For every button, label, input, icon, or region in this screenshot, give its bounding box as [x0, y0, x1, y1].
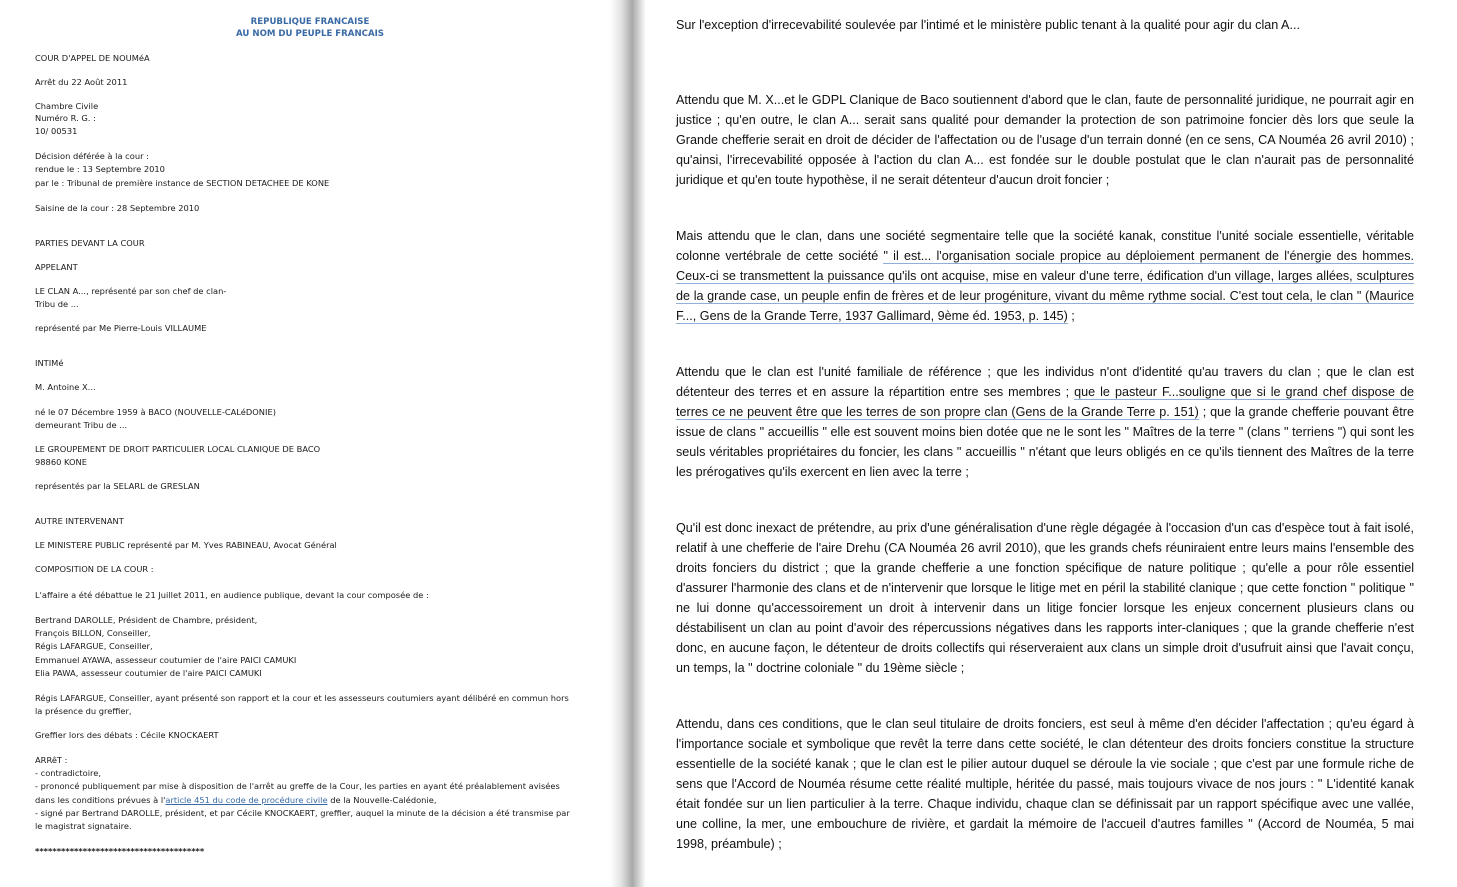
rapport-line2: la présence du greffier,	[35, 706, 132, 716]
arret-date: Arrêt du 22 Août 2011	[35, 77, 128, 87]
ministere-public: LE MINISTERE PUBLIC représenté par M. Yves RABINEAU, Avocat Général	[35, 540, 337, 550]
judge-item: Régis LAFARGUE, Conseiller,	[35, 641, 153, 651]
left-page	[0, 0, 618, 887]
rapport-line1: Régis LAFARGUE, Conseiller, ayant présenté son rapport et la cour et les assesseurs coutumiers ayant délibéré en commun hors	[35, 693, 569, 703]
paragraph-attendu-1: Attendu que M. X...et le GDPL Clanique de Baco soutiennent d'abord que le clan, faute de personnalité juridique, ne pourrait agir en justice ; qu'en outre, le clan A... serait sans qualité pour demander la protection de son patrimoine foncier dès lors que seule la Grande chefferie serait en droit de décider de l'affectation ou de l'usage d'un terrain donné (en ce sens, CA Nouméa 26 avril 2010) ; qu'ainsi, l'irrecevabilité opposée à l'action du clan A... est fondée sur le double postulat que le clan n'aurait pas de personnalité juridique et qu'en toute hypothèse, il ne serait détenteur d'aucun droit foncier ;	[676, 93, 1414, 187]
represente-intime: représentés par la SELARL de GRESLAN	[35, 481, 200, 491]
represente-appelant: représenté par Me Pierre-Louis VILLAUME	[35, 323, 207, 333]
p3-end: ;	[1067, 309, 1075, 323]
prononce-post: de la Nouvelle-Calédonie,	[327, 795, 437, 805]
judge-item: Bertrand DAROLLE, Président de Chambre, président,	[35, 615, 258, 625]
paragraph-exception: Sur l'exception d'irrecevabilité soulevée par l'intimé et le ministère public tenant à la qualité pour agir du clan A...	[676, 18, 1300, 32]
kone-address: 98860 KONE	[35, 457, 87, 467]
judge-item: Emmanuel AYAWA, assesseur coutumier de l'aire PAICI CAMUKI	[35, 655, 297, 665]
right-page	[646, 0, 1457, 887]
court-name: COUR D'APPEL DE NOUMéA	[35, 53, 150, 63]
paragraph-inexact: Qu'il est donc inexact de prétendre, au prix d'une généralisation d'une règle dégagée à l'occasion d'un cas d'espèce tout à fait isolé, relatif à une chefferie de l'aire Drehu (CA Nouméa 26 avril 2010), que les grands chefs réuniraient entre leurs mains l'ensemble des droits fonciers du district ; que la grande chefferie a une fonction spécifique de nature politique ; qu'elle a pour rôle essentiel d'assurer l'harmonie des clans et de n'intervenir que lorsque le litige met en péril la stabilité clanique ; que cette fonction " politique " ne lui donne qu'accessoirement un droit à intervenir dans un litige foncier lorsque les enjeux concernent plusieurs clans ou déstabilisent un clan au point d'avoir des répercussions négatives dans les rapports inter-claniques ; que la grande chefferie n'est donc, en aucune façon, le détenteur de droits collectifs qui réserveraient aux clans un simple droit d'usufruit ainsi que l'avait conçu, un temps, la " doctrine coloniale " du 19ème siècle ;	[676, 521, 1414, 675]
autre-heading: AUTRE INTERVENANT	[35, 516, 124, 526]
header-republique: REPUBLIQUE FRANCAISE	[250, 17, 370, 27]
judge-item: François BILLON, Conseiller,	[35, 628, 151, 638]
rendue-le: rendue le : 13 Septembre 2010	[35, 164, 165, 174]
appelant-heading: APPELANT	[35, 262, 78, 272]
chambre: Chambre Civile	[35, 101, 99, 111]
p4-quote-highlight: que le pasteur F...souligne que si le grand chef dispose de terres ce ne peuvent être que les terres de son propre clan (Gens de la Grande Terre p. 151)	[676, 385, 1414, 419]
p4-text: Attendu que le clan est l'unité familiale de référence ; que les individus n'ont d'identité qu'au travers du clan ; que le clan est détenteur des terres et en assure la répartition entre ses membres ;	[676, 365, 1414, 399]
p3-quote-highlight: " il est... l'organisation sociale propice au déploiement permanent de l'énergie des hommes. Ceux-ci se transmettent la puissance qu'ils ont acquise, mise en valeur d'une terre, édification d'un village, larges allées, sculptures de la grande case, un peuple enfin de frères et de leur progéniture, vivant du même rythme social. C'est tout cela, le clan " (Maurice F..., Gens de la Grande Terre, 1937 Gallimard, 9ème éd. 1953, p. 145)	[676, 249, 1415, 323]
prononce-line2	[35, 795, 610, 806]
tribu-appelant: Tribu de ...	[35, 299, 79, 309]
par-le: par le : Tribunal de première instance de SECTION DETACHEE DE KONE	[35, 178, 330, 188]
signe-line2: le magistrat signataire.	[35, 821, 132, 831]
decision-label: Décision déférée à la cour :	[35, 151, 149, 161]
groupement: LE GROUPEMENT DE DROIT PARTICULIER LOCAL CLANIQUE DE BACO	[35, 444, 321, 454]
p4-end: ; que la grande chefferie pouvant être issue de clans " accueillis " elle est souvent moins bien dotée que ne le sont les " Maîtres de la terre " (clans " terriens ") qui sont les seuls véritables propriétaires du foncier, les clans " accueillis " n'étant que leurs obligés en ce qu'ils tiennent des Maîtres de la terre les prérogatives qu'ils exercent en lien avec la terre ;	[676, 405, 1414, 479]
stars-divider: ***************************************	[35, 846, 205, 856]
numero-label: Numéro R. G. :	[35, 113, 96, 123]
prononce-pre: dans les conditions prévues à l'	[35, 795, 166, 805]
antoine-x: M. Antoine X...	[35, 382, 96, 392]
judge-item: Elia PAWA, assesseur coutumier de l'aire PAICI CAMUKI	[35, 668, 262, 678]
saisine: Saisine de la cour : 28 Septembre 2010	[35, 203, 200, 213]
ne-le: né le 07 Décembre 1959 à BACO (NOUVELLE-CALéDONIE)	[35, 407, 276, 417]
greffier: Greffier lors des débats : Cécile KNOCKAERT	[35, 730, 219, 740]
paragraph-attendu-2	[676, 362, 1414, 482]
parties-heading: PARTIES DEVANT LA COUR	[35, 238, 145, 248]
page-gutter	[610, 0, 646, 887]
arret-label: ARRêT :	[35, 755, 68, 765]
paragraph-mais-attendu	[676, 226, 1414, 326]
p3-text: Mais attendu que le clan, dans une société segmentaire telle que la société kanak, constitue l'unité sociale essentielle, véritable colonne vertébrale de cette société	[676, 229, 1414, 263]
paragraph-attendu-3: Attendu, dans ces conditions, que le clan seul titulaire de droits fonciers, est seul à même d'en décider l'affectation ; qu'eu égard à l'importance sociale et symbolique que revêt la terre dans cette société, le clan détenteur des droits fonciers constitue la structure essentielle de la société kanak ; que le clan est le pilier autour duquel se déroule la vie sociale ; que c'est par une formule riche de sens que l'Accord de Nouméa résume cette réalité multiple, héritée du passé, mais toujours vivace de nos jours : " L'identité kanak était fondée sur un lien particulier à la terre. Chaque individu, chaque clan se définissait par un rapport spécifique avec une vallée, une colline, la mer, une embouchure de rivière, et gardait la mémoire de l'accueil d'autres familles " (Accord de Nouméa, 5 mai 1998, préambule) ;	[676, 717, 1414, 851]
clan-a: LE CLAN A..., représenté par son chef de clan-	[35, 286, 227, 296]
contradictoire: - contradictoire,	[35, 768, 102, 778]
demeurant: demeurant Tribu de ...	[35, 420, 128, 430]
signe-line1: - signé par Bertrand DAROLLE, président, et par Cécile KNOCKAERT, greffier, auquel la minute de la décision a été transmise par	[35, 808, 570, 818]
prononce-line1: - prononcé publiquement par mise à disposition de l'arrêt au greffe de la Cour, les parties en ayant été préalablement avisées	[35, 781, 560, 791]
composition-heading: COMPOSITION DE LA COUR :	[35, 564, 154, 574]
debattue: L'affaire a été débattue le 21 Juillet 2011, en audience publique, devant la cour composée de :	[35, 590, 429, 600]
intime-heading: INTIMé	[35, 358, 64, 368]
article-451-link[interactable]: article 451 du code de procédure civile	[165, 795, 328, 805]
numero-value: 10/ 00531	[35, 126, 78, 136]
header-peuple: AU NOM DU PEUPLE FRANCAIS	[236, 29, 384, 39]
